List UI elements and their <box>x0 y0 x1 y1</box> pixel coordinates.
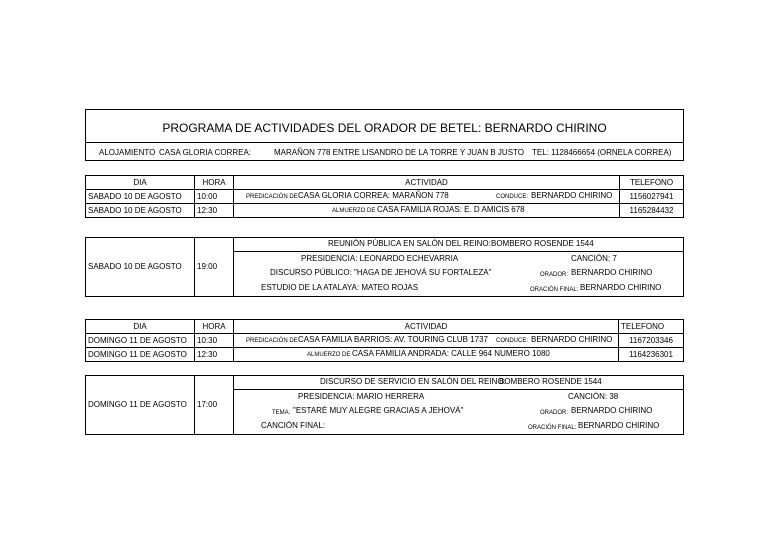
meeting1-hora <box>194 237 234 297</box>
table2-row1-actividad <box>233 333 619 348</box>
table1-row1-prefix: PREDICACIÓN DE <box>246 194 298 200</box>
meeting2-heading-label: DISCURSO DE SERVICIO EN SALÓN DEL REINO: <box>320 377 506 386</box>
table2-row1-conduce-name: BERNARDO CHIRINO <box>531 335 613 344</box>
table2-row2-activity: CASA FAMILIA ANDRADA: CALLE 964 NUMERO 1080 <box>352 349 550 358</box>
table1-header-actividad: ACTIVIDAD <box>233 175 620 190</box>
meeting1-hora-text: 19:00 <box>197 262 218 271</box>
meeting1-cancion: CANCIÓN: 7 <box>571 254 617 263</box>
table1-row1-activity: CASA GLORIA CORREA: MARAÑON 778 <box>298 191 449 200</box>
table1-row1-conduce-label: CONDUCE: <box>496 194 529 200</box>
table2-row1-dia: DOMINGO 11 DE AGOSTO <box>85 333 195 348</box>
alojamiento-value: CASA GLORIA CORREA: <box>159 148 252 157</box>
meeting2-presidencia: PRESIDENCIA: MARIO HERRERA <box>298 392 425 401</box>
meeting2-oracion-name: BERNARDO CHIRINO <box>578 421 660 430</box>
meeting1-presidencia: PRESIDENCIA: LEONARDO ECHEVARRIA <box>301 254 459 263</box>
meeting2-tema-value: "ESTARÉ MUY ALEGRE GRACIAS A JEHOVÁ" <box>293 406 464 415</box>
meeting2-heading <box>233 375 684 390</box>
alojamiento-address: MARAÑON 778 ENTRE LISANDRO DE LA TORRE Y JUAN B JUSTO <box>274 148 524 157</box>
page-title: PROGRAMA DE ACTIVIDADES DEL ORADOR DE BETEL: BERNARDO CHIRINO <box>162 121 607 135</box>
meeting1-oracion-name: BERNARDO CHIRINO <box>580 283 662 292</box>
meeting2-cancion-final: CANCIÓN FINAL: <box>261 421 326 430</box>
meeting1-orador-name: BERNARDO CHIRINO <box>571 268 653 277</box>
meeting1-heading-label: REUNIÓN PÚBLICA EN SALÓN DEL REINO: <box>328 239 491 248</box>
meeting2-details <box>233 389 684 435</box>
meeting1-estudio: ESTUDIO DE LA ATALAYA: MATEO ROJAS <box>261 283 419 292</box>
table1-row2-actividad <box>233 203 620 218</box>
meeting1-details <box>233 251 684 297</box>
table1-header-hora: HORA <box>194 175 234 190</box>
table2-row1-hora: 10:30 <box>194 333 234 348</box>
alojamiento-label: ALOJAMIENTO <box>99 148 156 157</box>
table2-row2-hora: 12:30 <box>194 347 234 362</box>
table2-header-actividad: ACTIVIDAD <box>233 319 619 334</box>
meeting1-dia <box>85 237 195 297</box>
table2-header-dia: DIA <box>85 319 195 334</box>
table1-row2-dia: SABADO 10 DE AGOSTO <box>85 203 195 218</box>
table2-header-hora: HORA <box>194 319 234 334</box>
meeting2-oracion-label: ORACIÓN FINAL: <box>528 425 577 431</box>
table1-row1-dia: SABADO 10 DE AGOSTO <box>85 189 195 204</box>
table1-row1-hora: 10:00 <box>194 189 234 204</box>
table1-row2-hora: 12:30 <box>194 203 234 218</box>
table2-row2-telefono: 1164236301 <box>618 347 684 362</box>
meeting2-heading-place: BOMBERO ROSENDE 1544 <box>499 377 602 386</box>
meeting2-hora-text: 17:00 <box>197 400 218 409</box>
table1-row2-telefono: 1165284432 <box>619 203 684 218</box>
meeting2-dia-text: DOMINGO 11 DE AGOSTO <box>88 400 187 409</box>
table1-row1-telefono: 1156027941 <box>619 189 684 204</box>
table2-row2-prefix: ALMUERZO DE <box>307 352 351 358</box>
meeting2-hora <box>194 375 234 435</box>
meeting1-heading-place: BOMBERO ROSENDE 1544 <box>491 239 594 248</box>
meeting2-tema-label: TEMA: <box>272 410 291 416</box>
meeting1-discurso: DISCURSO PÚBLICO: "HAGA DE JEHOVÁ SU FORTALEZA" <box>270 268 492 277</box>
table2-row1-conduce-label: CONDUCE: <box>496 338 529 344</box>
meeting1-orador-label: ORADOR: <box>540 272 569 278</box>
meeting1-dia-text: SABADO 10 DE AGOSTO <box>88 262 182 271</box>
table1-header-telefono: TELEFONO <box>619 175 684 190</box>
header-box <box>85 109 684 161</box>
meeting2-dia <box>85 375 195 435</box>
meeting2-orador-label: ORADOR: <box>540 410 569 416</box>
table2-row2-dia: DOMINGO 11 DE AGOSTO <box>85 347 195 362</box>
meeting1-oracion-label: ORACIÓN FINAL: <box>530 287 579 293</box>
table1-header-dia: DIA <box>85 175 195 190</box>
table2-row1-prefix: PREDICACIÓN DE <box>246 338 298 344</box>
table2-row1-activity: CASA FAMILIA BARRIOS: AV. TOURING CLUB 1737 <box>298 335 489 344</box>
meeting2-orador-name: BERNARDO CHIRINO <box>571 406 653 415</box>
table1-row2-activity: CASA FAMILIA ROJAS: E. D AMICIS 678 <box>377 205 525 214</box>
meeting1-heading <box>233 237 684 252</box>
table1-row1-actividad <box>233 189 620 204</box>
table2-row1-telefono: 1167203346 <box>618 333 684 348</box>
meeting2-cancion: CANCIÓN: 38 <box>568 392 619 401</box>
table1-row2-prefix: ALMUERZO DE <box>332 208 376 214</box>
table2-header-telefono: TELEFONO <box>618 319 684 334</box>
alojamiento-phone: TEL: 1128466654 (ORNELA CORREA) <box>532 148 672 157</box>
table2-row2-actividad <box>233 347 619 362</box>
table1-row1-conduce-name: BERNARDO CHIRINO <box>531 191 613 200</box>
